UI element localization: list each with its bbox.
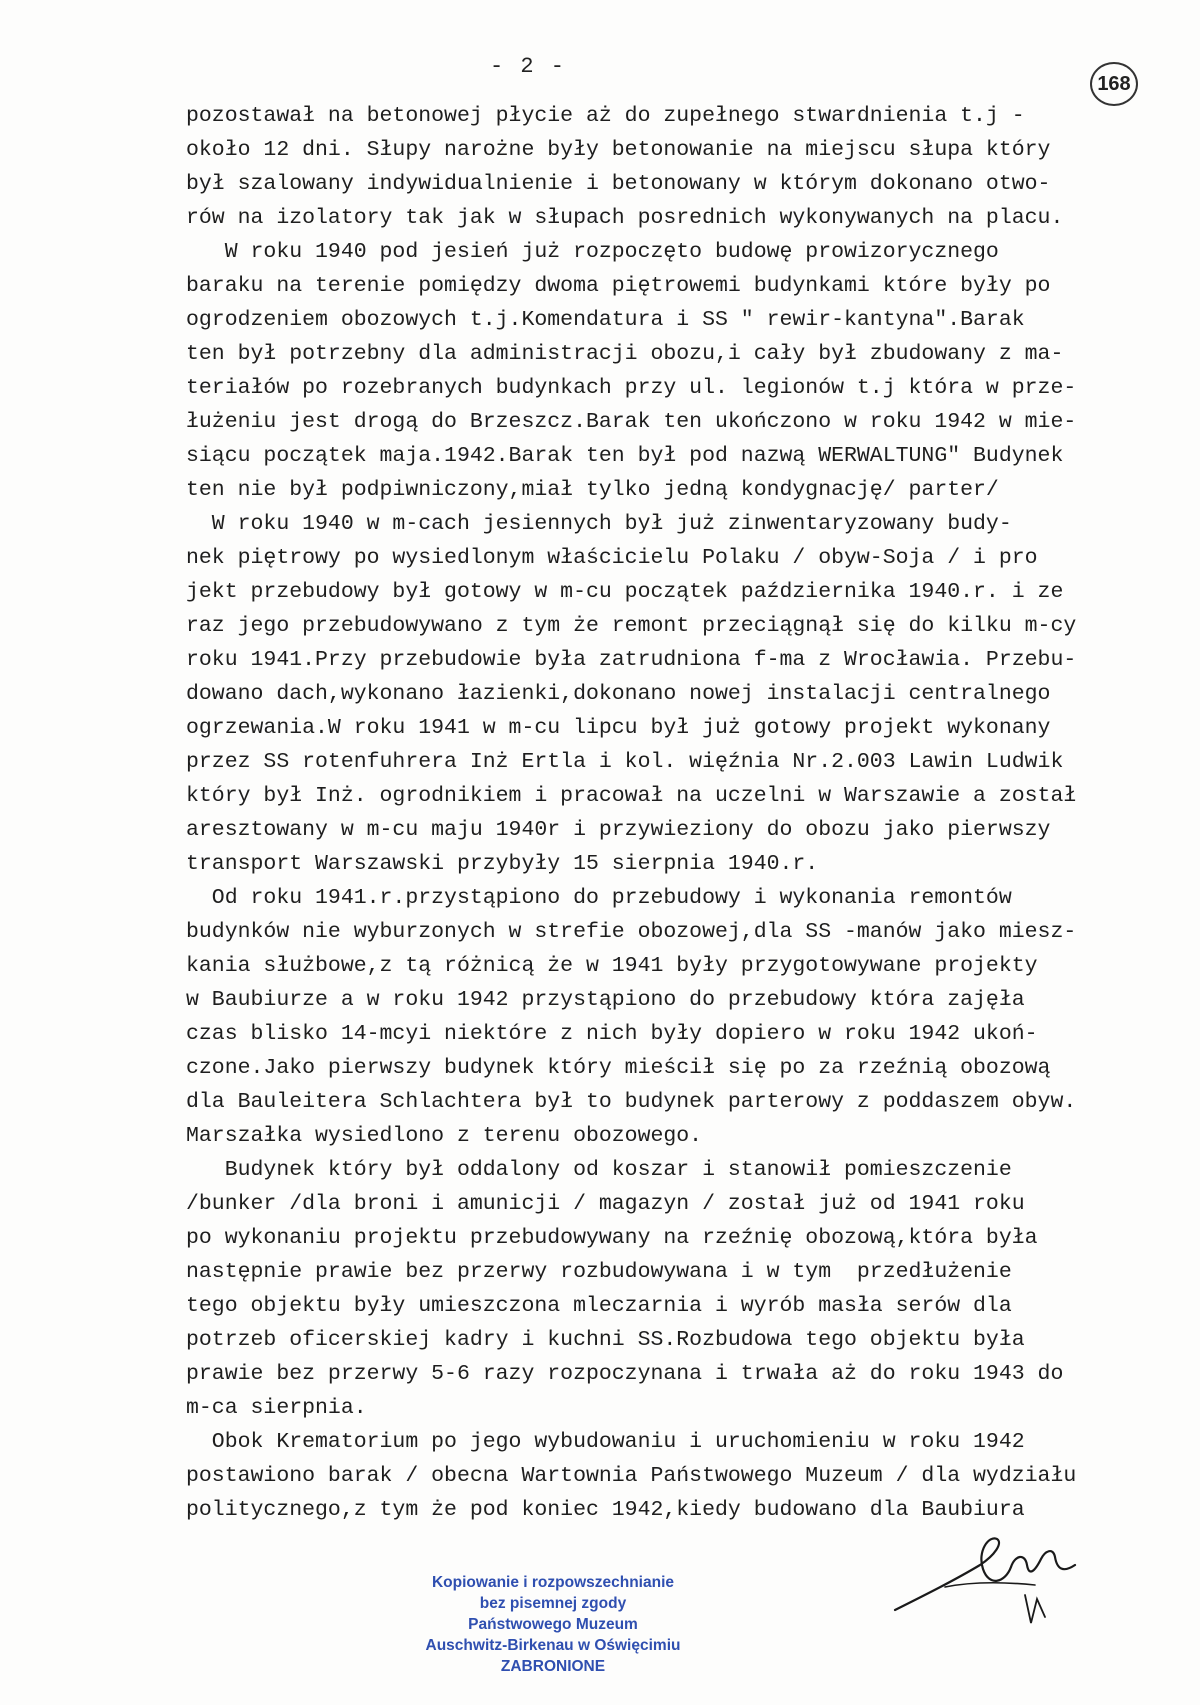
stamp-line: ZABRONIONE	[500, 1658, 606, 1675]
text-line: ogrzewania.W roku 1941 w m-cu lipcu był już gotowy projekt wykonany	[186, 716, 1051, 740]
text-line: czone.Jako pierwszy budynek który mieścił się po za rzeźnią obozową	[186, 1056, 1051, 1080]
text-line: transport Warszawski przybyły 15 sierpnia 1940.r.	[186, 852, 819, 876]
text-line: W roku 1940 w m-cach jesiennych był już zinwentaryzowany budy-	[186, 512, 1012, 536]
text-line: raz jego przebudowywano z tym że remont przeciągnął się do kilku m-cy	[186, 614, 1077, 638]
archive-number-circle: 168	[1090, 62, 1138, 106]
text-line: aresztowany w m-cu maju 1940r i przywieziony do obozu jako pierwszy	[186, 818, 1051, 842]
text-line: był szalowany indywidualnienie i betonowany w którym dokonano otwo-	[186, 172, 1051, 196]
text-line: Marszałka wysiedlono z terenu obozowego.	[186, 1124, 703, 1148]
text-line: politycznego,z tym że pod koniec 1942,kiedy budowano dla Baubiura	[186, 1498, 1025, 1522]
stamp-line: Kopiowanie i rozpowszechnianie	[431, 1574, 674, 1591]
text-line: nek piętrowy po wysiedlonym właścicielu Polaku / obyw-Soja / i pro	[186, 546, 1038, 570]
text-line: teriałów po rozebranych budynkach przy ul. legionów t.j która w prze-	[186, 376, 1077, 400]
text-line: W roku 1940 pod jesień już rozpoczęto budowę prowizorycznego	[186, 240, 999, 264]
signature-drawing	[885, 1525, 1085, 1635]
stamp-line: Państwowego Muzeum	[468, 1616, 638, 1633]
text-line: łużeniu jest drogą do Brzeszcz.Barak ten ukończono w roku 1942 w mie-	[186, 410, 1077, 434]
text-line: Od roku 1941.r.przystąpiono do przebudowy i wykonania remontów	[186, 886, 1012, 910]
text-line: Budynek który był oddalony od koszar i stanowił pomieszczenie	[186, 1158, 1012, 1182]
text-line: Obok Krematorium po jego wybudowaniu i uruchomieniu w roku 1942	[186, 1430, 1025, 1454]
text-line: jekt przebudowy był gotowy w m-cu początek października 1940.r. i ze	[186, 580, 1064, 604]
text-line: m-ca sierpnia.	[186, 1396, 367, 1420]
text-line: około 12 dni. Słupy narożne były betonowanie na miejscu słupa który	[186, 138, 1051, 162]
typewritten-text	[186, 99, 1146, 1527]
text-line: postawiono barak / obecna Wartownia Państwowego Muzeum / dla wydziału	[186, 1464, 1077, 1488]
text-line: ogrodzeniem obozowych t.j.Komendatura i SS " rewir-kantyna".Barak	[186, 308, 1025, 332]
text-line: /bunker /dla broni i amunicji / magazyn / został już od 1941 roku	[186, 1192, 1025, 1216]
stamp-line: bez pisemnej zgody	[479, 1595, 627, 1612]
text-line: dowano dach,wykonano łazienki,dokonano nowej instalacji centralnego	[186, 682, 1051, 706]
text-line: siącu początek maja.1942.Barak ten był pod nazwą WERWALTUNG" Budynek	[186, 444, 1064, 468]
text-line: baraku na terenie pomiędzy dwoma piętrowemi budynkami które były po	[186, 274, 1051, 298]
text-line: rów na izolatory tak jak w słupach posrednich wykonywanych na placu.	[186, 206, 1064, 230]
text-line: potrzeb oficerskiej kadry i kuchni SS.Rozbudowa tego objektu była	[186, 1328, 1025, 1352]
text-line: który był Inż. ogrodnikiem i pracował na uczelni w Warszawie a został	[186, 784, 1077, 808]
page-number: - 2 -	[490, 54, 567, 79]
text-line: kania służbowe,z tą różnicą że w 1941 były przygotowywane projekty	[186, 954, 1038, 978]
text-line: przez SS rotenfuhrera Inż Ertla i kol. więźnia Nr.2.003 Lawin Ludwik	[186, 750, 1064, 774]
stamp-line: Auschwitz-Birkenau w Oświęcimiu	[425, 1637, 681, 1654]
text-line: roku 1941.Przy przebudowie była zatrudniona f-ma z Wrocławia. Przebu-	[186, 648, 1077, 672]
copyright-stamp	[388, 1572, 718, 1677]
text-line: po wykonaniu projektu przebudowywany na rzeźnię obozową,która była	[186, 1226, 1038, 1250]
text-line: prawie bez przerwy 5-6 razy rozpoczynana i trwała aż do roku 1943 do	[186, 1362, 1064, 1386]
text-line: dla Bauleitera Schlachtera był to budynek parterowy z poddaszem obyw.	[186, 1090, 1077, 1114]
text-line: w Baubiurze a w roku 1942 przystąpiono do przebudowy która zajęła	[186, 988, 1025, 1012]
text-line: ten nie był podpiwniczony,miał tylko jedną kondygnację/ parter/	[186, 478, 999, 502]
text-line: budynków nie wyburzonych w strefie obozowej,dla SS -manów jako miesz-	[186, 920, 1077, 944]
text-line: czas blisko 14-mcyi niektóre z nich były dopiero w roku 1942 ukoń-	[186, 1022, 1038, 1046]
text-line: następnie prawie bez przerwy rozbudowywana i w tym przedłużenie	[186, 1260, 1012, 1284]
text-line: ten był potrzebny dla administracji obozu,i cały był zbudowany z ma-	[186, 342, 1064, 366]
text-line: tego objektu były umieszczona mleczarnia i wyrób masła serów dla	[186, 1294, 1012, 1318]
text-line: pozostawał na betonowej płycie aż do zupełnego stwardnienia t.j -	[186, 104, 1025, 128]
handwritten-signature-icon	[885, 1525, 1085, 1635]
